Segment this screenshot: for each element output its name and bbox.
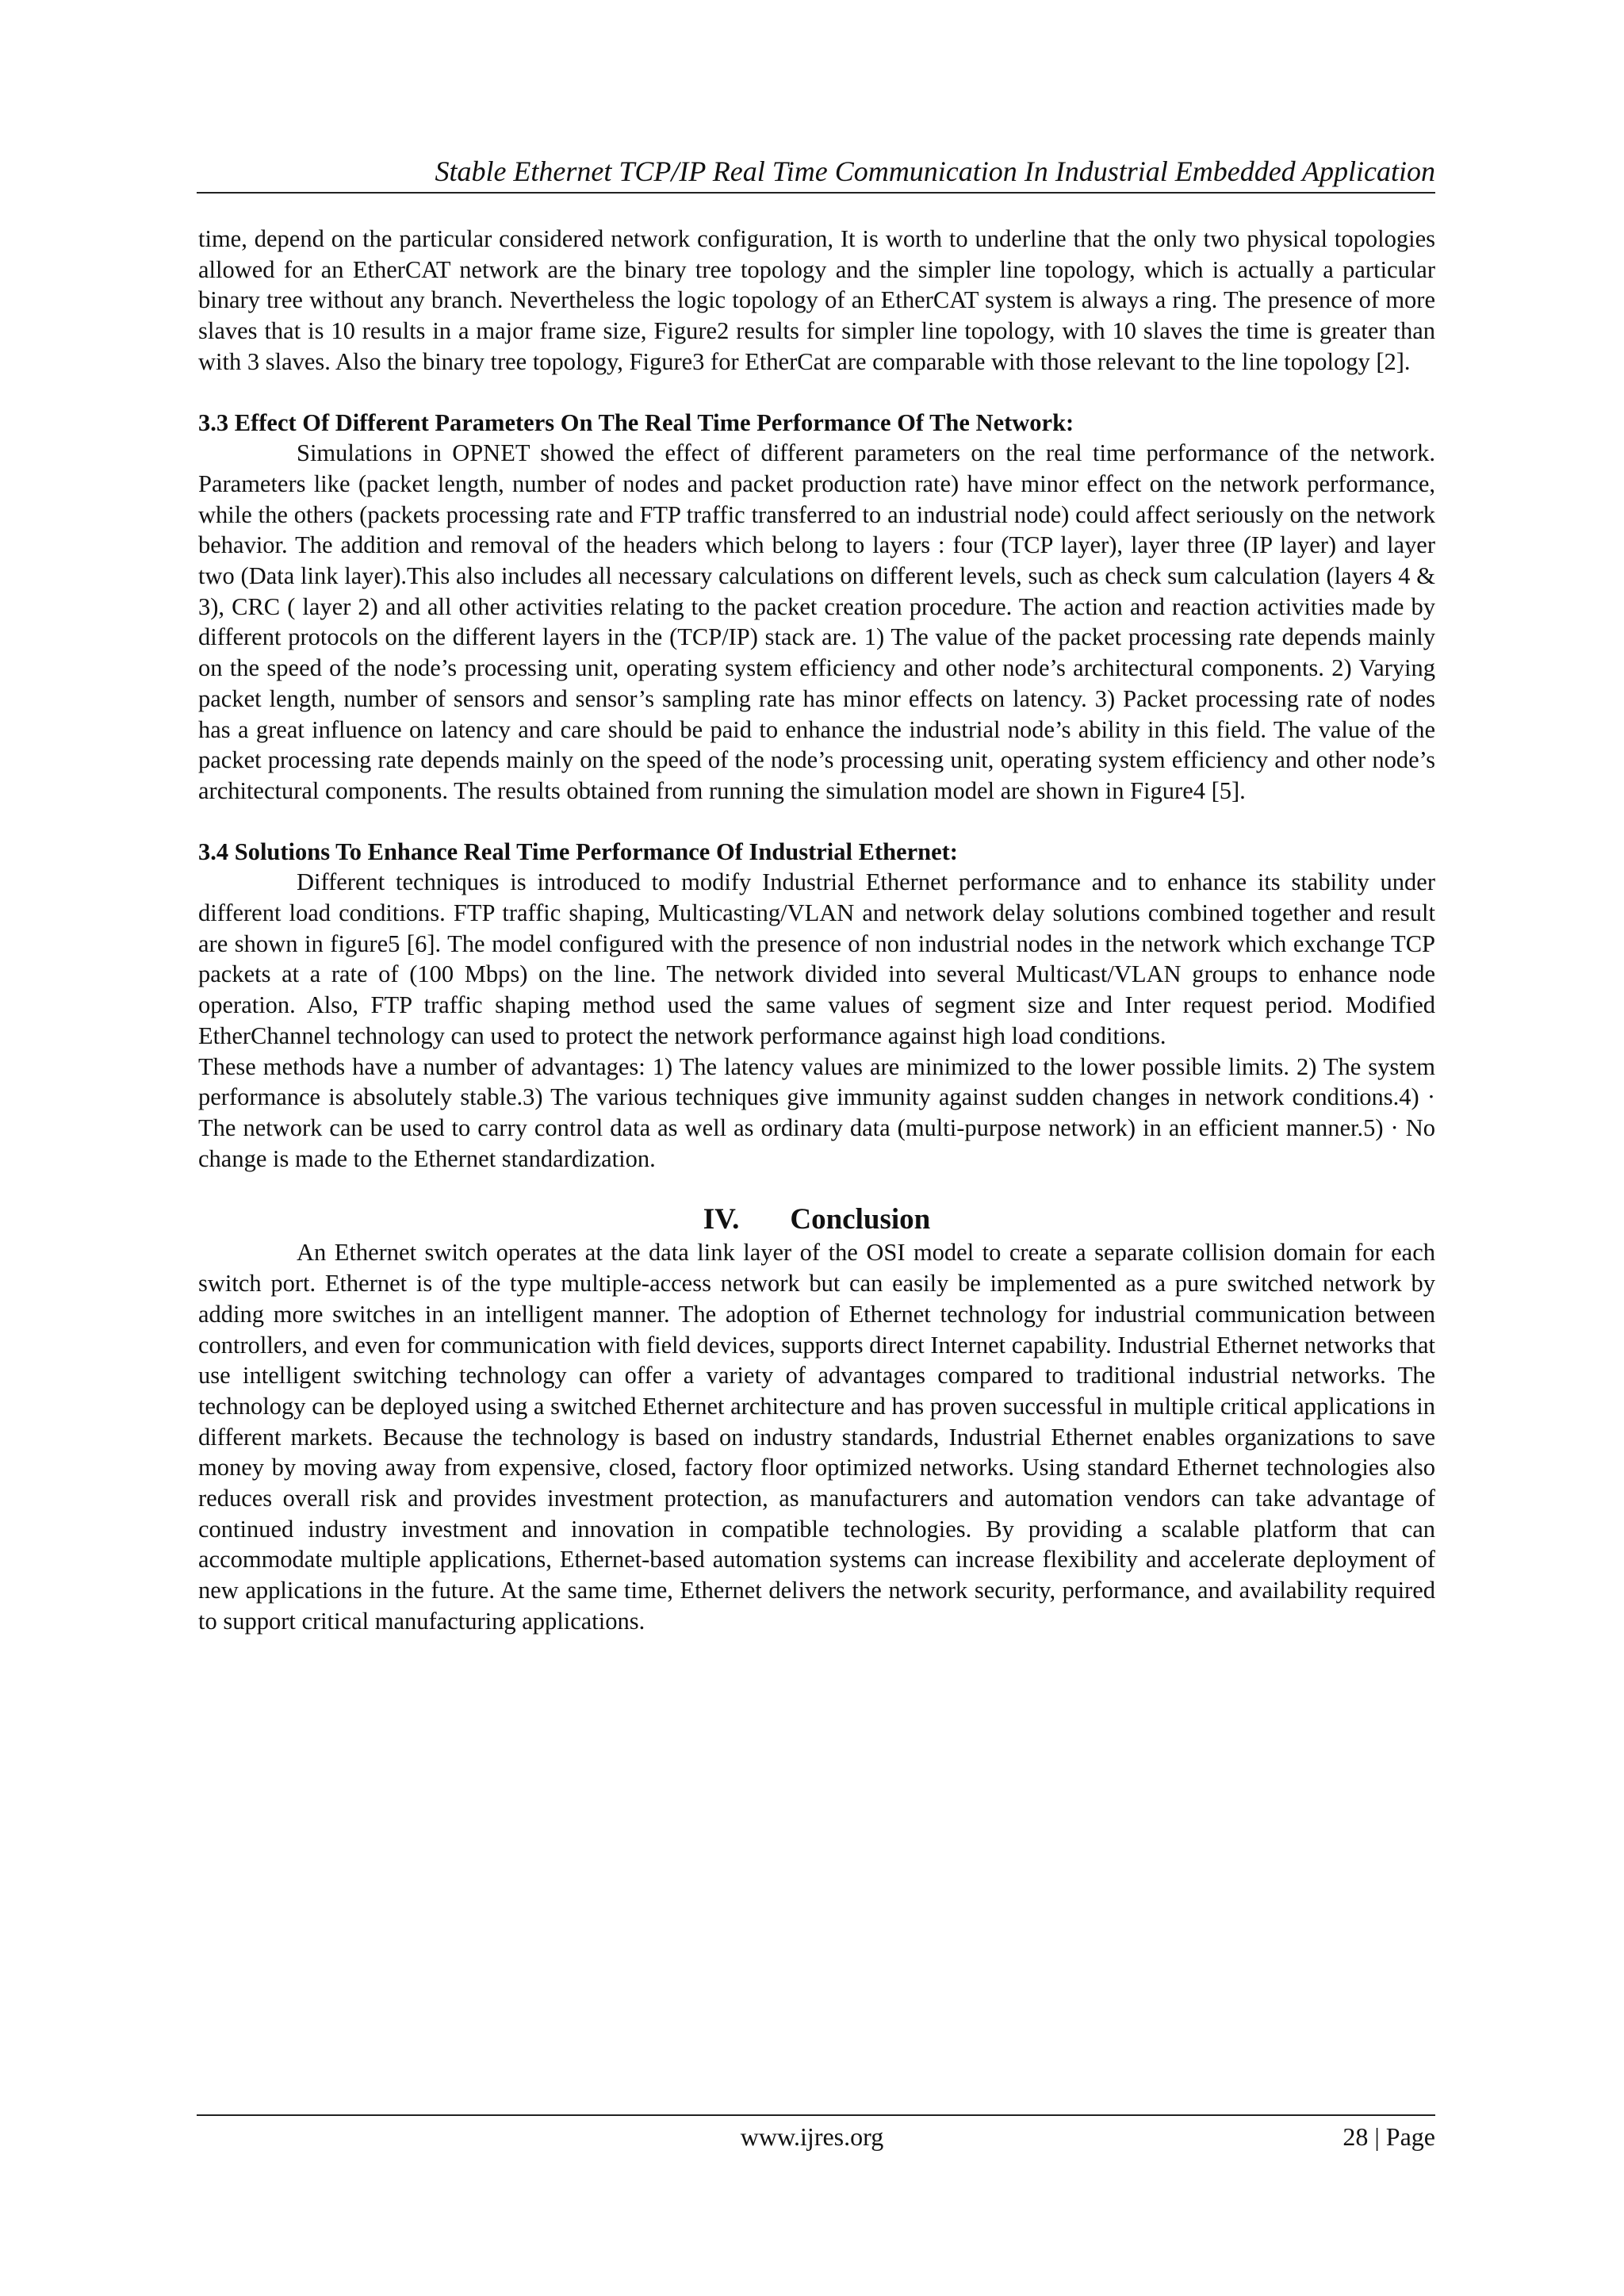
footer-page-number: 28 | Page <box>1342 2122 1435 2151</box>
header-divider <box>197 192 1435 194</box>
section-3-3-heading: 3.3 Effect Of Different Parameters On The Real Time Performance Of The Network: <box>198 408 1074 436</box>
footer-divider <box>197 2114 1435 2116</box>
conclusion-section-title: Conclusion <box>790 1203 931 1236</box>
conclusion-paragraph: An Ethernet switch operates at the data link layer of the OSI model to create a separate collision domain for each switch port. Ethernet is of the type multiple-access network but can easily be implemented as a pure switched network by adding more switches in an intelligent manner. The adoption of Ethernet technology for industrial communication between controllers, and even for communication with field devices, supports direct Internet capability. Industrial Ethernet networks that use intelligent switching technology can offer a variety of advantages compared to traditional industrial networks. The technology can be deployed using a switched Ethernet architecture and has proven successful in multiple critical applications in different markets. Because the technology is based on industry standards, Industrial Ethernet enables organizations to save money by moving away from expensive, closed, factory floor optimized networks. Using standard Ethernet technologies also reduces overall risk and provides investment protection, as manufacturers and automation vendors can take advantage of continued industry investment and innovation in compatible technologies. By providing a scalable platform that can accommodate multiple applications, Ethernet-based automation systems can increase flexibility and accelerate deployment of new applications in the future. At the same time, Ethernet delivers the network security, performance, and availability required to support critical manufacturing applications. <box>198 1239 1435 1635</box>
intro-paragraph: time, depend on the particular considered network configuration, It is worth to underline that the only two physical topologies allowed for an EtherCAT network are the binary tree topology and the simpler line topology, which is actually a particular binary tree without any branch. Nevertheless the logic topology of an EtherCAT system is always a ring. The presence of more slaves that is 10 results in a major frame size, Figure2 results for simpler line topology, with 10 slaves the time is greater than with 3 slaves. Also the binary tree topology, Figure3 for EtherCat are comparable with those relevant to the line topology [2]. <box>198 225 1435 375</box>
footer-website: www.ijres.org <box>740 2122 884 2151</box>
section-3-3-paragraph: Simulations in OPNET showed the effect of different parameters on the real time performance of the network. Parameters like (packet length, number of nodes and packet production rate) have minor effect on the network performance, while the others (packets processing rate and FTP traffic transferred to an industrial node) could affect seriously on the network behavior. The addition and removal of the headers which belong to layers : four (TCP layer), layer three (IP layer) and layer two (Data link layer).This also includes all necessary calculations on different levels, such as check sum calculation (layers 4 & 3), CRC ( layer 2) and all other activities relating to the packet creation procedure. The action and reaction activities made by different protocols on the different layers in the (TCP/IP) stack are. 1) The value of the packet processing rate depends mainly on the speed of the node’s processing unit, operating system efficiency and other node’s architectural components. 2) Varying packet length, number of sensors and sensor’s sampling rate has minor effects on latency. 3) Packet processing rate of nodes has a great influence on latency and care should be paid to enhance the industrial node’s ability in this field. The value of the packet processing rate depends mainly on the speed of the node’s processing unit, operating system efficiency and other node’s architectural components. The results obtained from running the simulation model are shown in Figure4 [5]. <box>198 439 1435 804</box>
section-3-4-paragraph-2: These methods have a number of advantages: 1) The latency values are minimized to the lower possible limits. 2) The system performance is absolutely stable.3) The various techniques give immunity against sudden changes in network conditions.4) · The network can be used to carry control data as well as ordinary data (multi-purpose network) in an efficient manner.5) · No change is made to the Ethernet standardization. <box>198 1052 1435 1172</box>
conclusion-heading <box>198 1202 1435 1237</box>
main-content <box>198 224 1435 1637</box>
running-header-title: Stable Ethernet TCP/IP Real Time Communication In Industrial Embedded Application <box>435 155 1435 187</box>
conclusion-section-number: IV. <box>703 1203 740 1236</box>
section-3-4-paragraph-1: Different techniques is introduced to modify Industrial Ethernet performance and to enhance its stability under different load conditions. FTP traffic shaping, Multicasting/VLAN and network delay solutions combined together and result are shown in figure5 [6]. The model configured with the presence of non industrial nodes in the network which exchange TCP packets at a rate of (100 Mbps) on the line. The network divided into several Multicast/VLAN groups to enhance node operation. Also, FTP traffic shaping method used the same values of segment size and Inter request period. Modified EtherChannel technology can used to protect the network performance against high load conditions. <box>198 868 1435 1049</box>
section-3-4-heading: 3.4 Solutions To Enhance Real Time Performance Of Industrial Ethernet: <box>198 838 958 865</box>
